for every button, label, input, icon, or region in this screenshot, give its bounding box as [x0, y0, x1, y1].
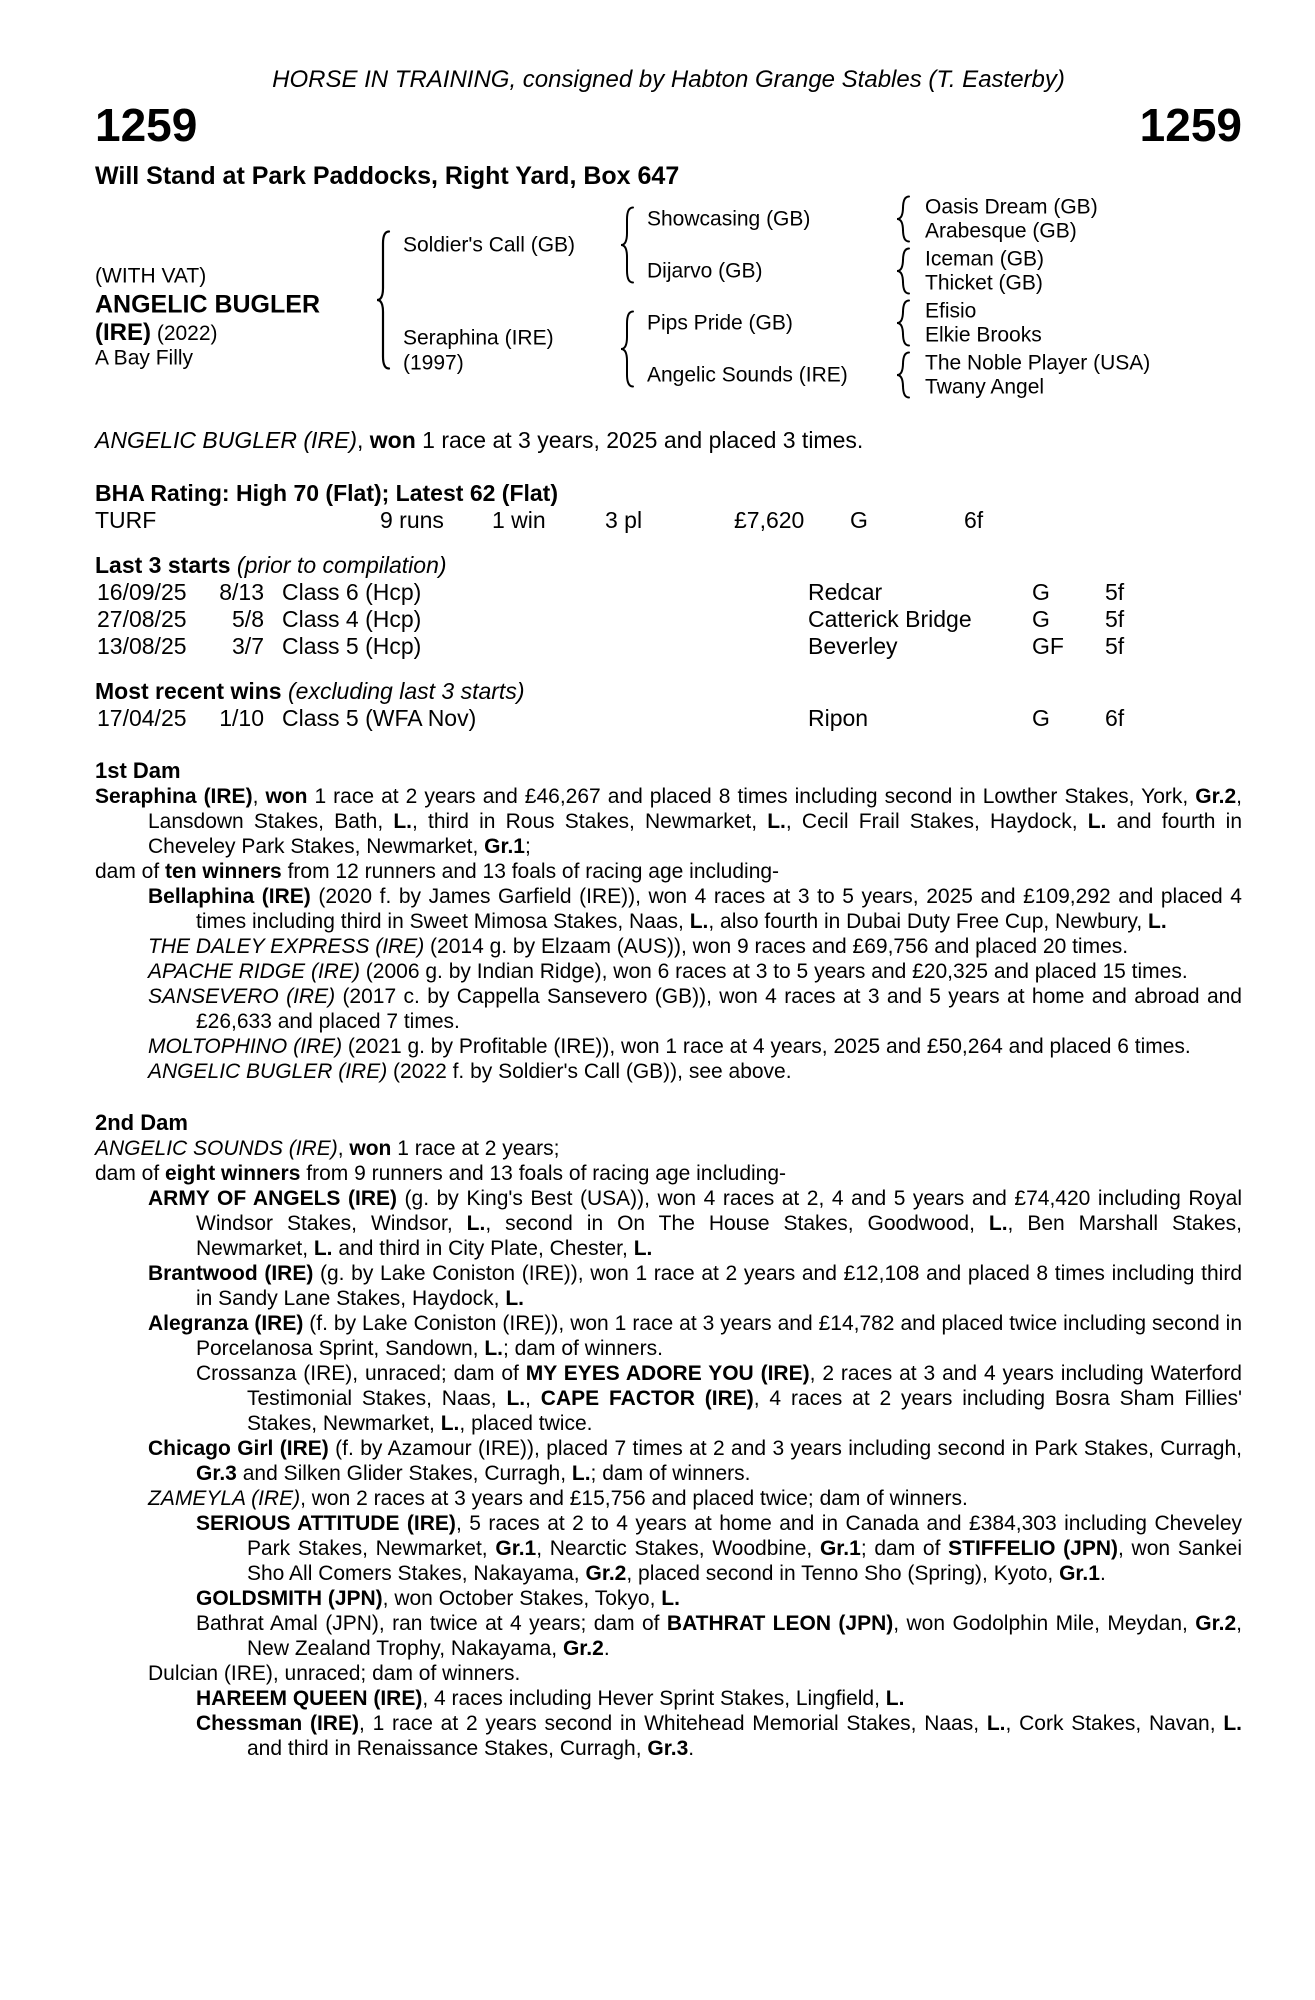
text-segment: , Ben Marshall Stakes, Newmarket, — [196, 1212, 1243, 1260]
pedigree-brace — [895, 247, 913, 295]
text-segment: L. — [484, 1337, 504, 1360]
text-segment: HAREEM QUEEN (IRE) — [196, 1687, 423, 1710]
text-segment: (g. by Lake Coniston (IRE)), won 1 race at 2 years and £12,108 and placed 8 times including third in Sandy Lane Stakes, Haydock, — [196, 1262, 1243, 1310]
stand-location: Will Stand at Park Paddocks, Right Yard, Box 647 — [95, 162, 680, 190]
record-runs: 9 runs — [380, 507, 444, 533]
text-segment: , — [525, 1387, 541, 1410]
great-grandparent-name: Arabesque (GB) — [925, 219, 1077, 243]
text-segment: Alegranza (IRE) — [148, 1312, 304, 1335]
last-starts-subtitle: (prior to compilation) — [236, 552, 447, 578]
text-segment: L. — [689, 910, 709, 933]
text-segment: won — [265, 785, 308, 808]
race-date: 27/08/25 — [97, 606, 187, 632]
text-segment: and Silken Glider Stakes, Curragh, — [236, 1462, 572, 1485]
text-segment: , Lansdown Stakes, Bath, — [148, 785, 1242, 833]
text-segment: Gr.2 — [562, 1637, 604, 1660]
text-segment: (2021 g. by Profitable (IRE)), won 1 race at 4 years, 2025 and £50,264 and placed 6 times. — [342, 1035, 1191, 1058]
pedigree-paragraph — [95, 1586, 1242, 1611]
bha-rating-block — [95, 480, 1242, 534]
text-segment: , New Zealand Trophy, Nakayama, — [247, 1612, 1243, 1660]
text-segment: ; dam of — [860, 1537, 949, 1560]
record-going: G — [850, 507, 868, 533]
text-segment: and third in City Plate, Chester, — [332, 1237, 634, 1260]
subject-suffix: (IRE) — [95, 318, 151, 346]
pedigree-paragraph — [95, 1186, 1242, 1261]
subject-horse-name: ANGELIC BUGLER — [95, 290, 320, 319]
text-segment: MY EYES ADORE YOU (IRE) — [525, 1362, 810, 1385]
text-segment: , won Sankei Sho All Comers Stakes, Nakayama, — [247, 1537, 1242, 1585]
vat-note: (WITH VAT) — [95, 264, 207, 288]
text-segment: and third in Renaissance Stakes, Curragh, — [247, 1737, 648, 1760]
pedigree-brace — [375, 230, 393, 370]
pedigree-paragraph — [95, 859, 1242, 884]
text-segment: 1 race at 2 years and £46,267 and placed 8 times including second in Lowther Stakes, York, — [307, 785, 1196, 808]
pedigree-paragraph — [95, 934, 1242, 959]
text-segment: ten winners — [165, 860, 282, 883]
text-segment: ANGELIC BUGLER (IRE) — [95, 427, 357, 453]
text-segment: CAPE FACTOR (IRE) — [540, 1387, 754, 1410]
last-starts-title: Last 3 starts — [95, 552, 231, 578]
race-position: 3/7 — [232, 633, 264, 659]
text-segment: , won October Stakes, Tokyo, — [382, 1587, 662, 1610]
text-segment: . — [603, 1637, 610, 1660]
recent-wins-rows — [95, 705, 1242, 732]
grandparent-name: Showcasing (GB) — [647, 207, 811, 231]
text-segment: , Cecil Frail Stakes, Haydock, — [785, 810, 1088, 833]
text-segment: , also fourth in Dubai Duty Free Cup, Newbury, — [708, 910, 1149, 933]
text-segment: L. — [393, 810, 413, 833]
great-grandparent-name: Thicket (GB) — [925, 271, 1043, 295]
pedigree-paragraph — [95, 1059, 1242, 1084]
record-surface: TURF — [95, 507, 157, 533]
text-segment: 1 race at 2 years; — [391, 1137, 560, 1160]
text-segment: (2017 c. by Cappella Sansevero (GB)), won 4 races at 3 and 5 years at home and abroad and £26,633 and placed 7 times. — [196, 985, 1242, 1033]
text-segment: Bellaphina (IRE) — [148, 885, 311, 908]
subject-description: A Bay Filly — [95, 346, 194, 370]
text-segment: Gr.1 — [495, 1537, 537, 1560]
dam-section — [95, 758, 1242, 1084]
text-segment: BATHRAT LEON (JPN) — [666, 1612, 894, 1635]
race-distance: 5f — [1105, 579, 1125, 605]
race-class: Class 4 (Hcp) — [282, 606, 422, 632]
race-course: Ripon — [808, 705, 869, 731]
race-row — [95, 579, 1242, 606]
text-segment: L. — [505, 1287, 525, 1310]
race-distance: 5f — [1105, 633, 1125, 659]
race-course: Beverley — [808, 633, 898, 659]
text-segment: Bathrat Amal (JPN), ran twice at 4 years; dam of — [196, 1612, 667, 1635]
text-segment: Gr.2 — [1195, 1612, 1237, 1635]
dam-section — [95, 1110, 1242, 1761]
text-segment: , placed second in Tenno Sho (Spring), Kyoto, — [626, 1562, 1060, 1585]
text-segment: Gr.3 — [196, 1462, 237, 1485]
race-distance: 5f — [1105, 606, 1125, 632]
race-distance: 6f — [1105, 705, 1125, 731]
race-going: GF — [1032, 633, 1064, 659]
pedigree-paragraph — [95, 1034, 1242, 1059]
great-grandparent-name: Efisio — [925, 299, 977, 323]
last-starts-rows — [95, 579, 1242, 660]
text-segment: (2020 f. by James Garfield (IRE)), won 4 races at 3 to 5 years, 2025 and £109,292 and placed 4 times including third in Sweet Mimosa Stakes, Naas, — [196, 885, 1242, 933]
text-segment: , 4 races including Hever Sprint Stakes, Lingfield, — [422, 1687, 886, 1710]
race-summary-line — [95, 427, 1242, 454]
text-segment: ARMY OF ANGELS (IRE) — [148, 1187, 397, 1210]
text-segment: from 9 runners and 13 foals of racing age including- — [300, 1162, 787, 1185]
grandparent-name: Angelic Sounds (IRE) — [647, 363, 848, 387]
text-segment: 1 race at 3 years, 2025 and placed 3 times. — [415, 427, 864, 453]
great-grandparent-name: Iceman (GB) — [925, 247, 1045, 271]
text-segment: Crossanza (IRE), unraced; dam of — [196, 1362, 526, 1385]
race-going: G — [1032, 579, 1050, 605]
text-segment: Brantwood (IRE) — [148, 1262, 314, 1285]
text-segment: . — [1099, 1562, 1106, 1585]
pedigree-paragraph — [95, 1136, 1242, 1161]
race-class: Class 5 (Hcp) — [282, 633, 422, 659]
lot-number-left: 1259 — [95, 99, 198, 151]
pedigree-brace — [895, 195, 913, 243]
text-segment: ZAMEYLA (IRE) — [148, 1487, 301, 1510]
text-segment: and fourth in Cheveley Park Stakes, Newmarket, — [148, 810, 1243, 858]
last-starts-section — [95, 552, 1242, 660]
recent-wins-subtitle: (excluding last 3 starts) — [288, 678, 525, 704]
pedigree-paragraph — [95, 1686, 1242, 1711]
pedigree-tree — [95, 196, 1242, 411]
pedigree-brace — [895, 351, 913, 399]
text-segment: Gr.3 — [647, 1737, 689, 1760]
dam-section-heading: 1st Dam — [95, 758, 181, 783]
text-segment: won — [349, 1137, 392, 1160]
great-grandparent-name: Twany Angel — [925, 375, 1045, 399]
text-segment: , third in Rous Stakes, Newmarket, — [412, 810, 768, 833]
race-date: 13/08/25 — [97, 633, 187, 659]
record-earnings: £7,620 — [734, 507, 805, 533]
race-class: Class 5 (WFA Nov) — [282, 705, 477, 731]
sire-name: Soldier's Call (GB) — [403, 233, 576, 257]
pedigree-paragraph — [95, 1711, 1242, 1761]
race-row — [95, 705, 1242, 732]
race-position: 5/8 — [232, 606, 264, 632]
great-grandparent-name: The Noble Player (USA) — [925, 351, 1151, 375]
text-segment: ; dam of winners. — [590, 1462, 751, 1485]
text-segment: (f. by Azamour (IRE)), placed 7 times at 2 and 3 years including second in Park Stakes, Curragh, — [328, 1437, 1243, 1460]
text-segment: L. — [506, 1387, 526, 1410]
text-segment: L. — [466, 1212, 486, 1235]
text-segment: THE DALEY EXPRESS (IRE) — [148, 935, 425, 958]
race-position: 8/13 — [219, 579, 264, 605]
pedigree-paragraph — [95, 884, 1242, 934]
text-segment: L. — [1087, 810, 1107, 833]
text-segment: ; dam of winners. — [503, 1337, 663, 1360]
text-segment: , Cork Stakes, Navan, — [1005, 1712, 1224, 1735]
race-date: 16/09/25 — [97, 579, 187, 605]
pedigree-paragraph — [95, 1511, 1242, 1586]
text-segment: L. — [440, 1412, 460, 1435]
text-segment: from 12 runners and 13 foals of racing age including- — [281, 860, 780, 883]
text-segment: , 2 races at 3 and 4 years including Waterford Testimonial Stakes, Naas, — [247, 1362, 1242, 1410]
text-segment: Gr.1 — [819, 1537, 861, 1560]
lot-number-right: 1259 — [1139, 99, 1242, 151]
pedigree-paragraph — [95, 1661, 1242, 1686]
record-wins: 1 win — [492, 507, 546, 533]
recent-wins-heading — [95, 678, 1242, 705]
pedigree-brace — [619, 310, 637, 388]
text-segment: L. — [1148, 910, 1167, 933]
text-segment: , 4 races at 2 years including Bosra Sham Fillies' Stakes, Newmarket, — [247, 1387, 1242, 1435]
text-segment: L. — [313, 1237, 333, 1260]
text-segment: , — [337, 1137, 350, 1160]
subject-year: (2022) — [151, 321, 218, 345]
great-grandparent-name: Elkie Brooks — [925, 323, 1042, 347]
pedigree-paragraph — [95, 1611, 1242, 1661]
turf-record-row — [95, 507, 1242, 534]
text-segment: Gr.2 — [585, 1562, 627, 1585]
text-segment: ANGELIC SOUNDS (IRE) — [95, 1137, 338, 1160]
text-segment: Gr.1 — [484, 835, 525, 858]
dam-sections — [95, 758, 1242, 1761]
pedigree-paragraph — [95, 1161, 1242, 1186]
text-segment: , won Godolphin Mile, Meydan, — [893, 1612, 1196, 1635]
recent-wins-title: Most recent wins — [95, 678, 282, 704]
pedigree-paragraph — [95, 1486, 1242, 1511]
text-segment: (2014 g. by Elzaam (AUS)), won 9 races and £69,756 and placed 20 times. — [424, 935, 1129, 958]
pedigree-paragraph — [95, 1436, 1242, 1486]
grandparent-name: Pips Pride (GB) — [647, 311, 793, 335]
text-segment: SERIOUS ATTITUDE (IRE) — [196, 1512, 456, 1535]
text-segment: L. — [661, 1587, 680, 1610]
pedigree-paragraph — [95, 1361, 1242, 1436]
text-segment: STIFFELIO (JPN) — [948, 1537, 1119, 1560]
pedigree-paragraph — [95, 1311, 1242, 1361]
text-segment: dam of — [95, 1162, 166, 1185]
text-segment: GOLDSMITH (JPN) — [196, 1587, 383, 1610]
text-segment: , won 2 races at 3 years and £15,756 and placed twice; dam of winners. — [300, 1487, 968, 1510]
text-segment: . — [688, 1737, 695, 1760]
text-segment: L. — [633, 1237, 653, 1260]
text-segment: L. — [988, 1212, 1008, 1235]
race-course: Redcar — [808, 579, 883, 605]
text-segment: , — [252, 785, 266, 808]
great-grandparent-name: Oasis Dream (GB) — [925, 195, 1098, 219]
bha-rating-heading: BHA Rating: High 70 (Flat); Latest 62 (Flat) — [95, 480, 558, 506]
text-segment: L. — [885, 1687, 905, 1710]
text-segment: , — [357, 427, 370, 453]
grandparent-name: Dijarvo (GB) — [647, 259, 763, 283]
text-segment: , Nearctic Stakes, Woodbine, — [536, 1537, 820, 1560]
text-segment: APACHE RIDGE (IRE) — [148, 960, 360, 983]
consignor-line: HORSE IN TRAINING, consigned by Habton Grange Stables (T. Easterby) — [272, 66, 1065, 93]
text-segment: MOLTOPHINO (IRE) — [148, 1035, 343, 1058]
text-segment: ; — [525, 835, 531, 858]
pedigree-paragraph — [95, 984, 1242, 1034]
text-segment: Chicago Girl (IRE) — [148, 1437, 329, 1460]
lot-number-row — [95, 99, 1242, 151]
text-segment: Dulcian (IRE), unraced; dam of winners. — [148, 1662, 521, 1685]
race-going: G — [1032, 606, 1050, 632]
subject-horse-suffix-year — [95, 320, 218, 346]
dam-year: (1997) — [403, 351, 464, 375]
text-segment: L. — [767, 810, 786, 833]
race-date: 17/04/25 — [97, 705, 187, 731]
text-segment: L. — [1223, 1712, 1242, 1735]
race-row — [95, 606, 1242, 633]
dam-name: Seraphina (IRE) — [403, 326, 554, 350]
text-segment: , placed twice. — [459, 1412, 593, 1435]
text-segment: SANSEVERO (IRE) — [148, 985, 336, 1008]
last-starts-heading — [95, 552, 1242, 579]
race-class: Class 6 (Hcp) — [282, 579, 422, 605]
text-segment: , 5 races at 2 to 4 years at home and in Canada and £384,303 including Cheveley Park Stakes, Newmarket, — [247, 1512, 1243, 1560]
text-segment: Gr.1 — [1059, 1562, 1100, 1585]
text-segment: , second in On The House Stakes, Goodwood, — [485, 1212, 989, 1235]
text-segment: (2006 g. by Indian Ridge), won 6 races at 3 to 5 years and £20,325 and placed 15 times. — [359, 960, 1188, 983]
text-segment: , 1 race at 2 years second in Whitehead Memorial Stakes, Naas, — [358, 1712, 987, 1735]
text-segment: Gr.2 — [1195, 785, 1237, 808]
pedigree-brace — [619, 206, 637, 284]
text-segment: (f. by Lake Coniston (IRE)), won 1 race at 3 years and £14,782 and placed twice including second in Porcelanosa Sprint, Sandown, — [196, 1312, 1242, 1360]
text-segment: won — [369, 427, 416, 453]
record-distance: 6f — [964, 507, 984, 533]
race-course: Catterick Bridge — [808, 606, 972, 632]
text-segment: (2022 f. by Soldier's Call (GB)), see above. — [387, 1060, 792, 1083]
recent-wins-section — [95, 678, 1242, 732]
pedigree-brace — [895, 299, 913, 347]
text-segment: Seraphina (IRE) — [95, 785, 253, 808]
text-segment: (g. by King's Best (USA)), won 4 races at 2, 4 and 5 years and £74,420 including Royal Windsor Stakes, Windsor, — [196, 1187, 1243, 1235]
text-segment: dam of — [95, 860, 166, 883]
text-segment: L. — [986, 1712, 1006, 1735]
text-segment: L. — [571, 1462, 591, 1485]
pedigree-paragraph — [95, 1261, 1242, 1311]
pedigree-paragraph — [95, 784, 1242, 859]
text-segment: Chessman (IRE) — [196, 1712, 359, 1735]
race-position: 1/10 — [219, 705, 264, 731]
pedigree-paragraph — [95, 959, 1242, 984]
race-row — [95, 633, 1242, 660]
text-segment: eight winners — [165, 1162, 301, 1185]
race-going: G — [1032, 705, 1050, 731]
record-places: 3 pl — [605, 507, 643, 533]
text-segment: ANGELIC BUGLER (IRE) — [148, 1060, 388, 1083]
dam-section-heading: 2nd Dam — [95, 1110, 188, 1135]
